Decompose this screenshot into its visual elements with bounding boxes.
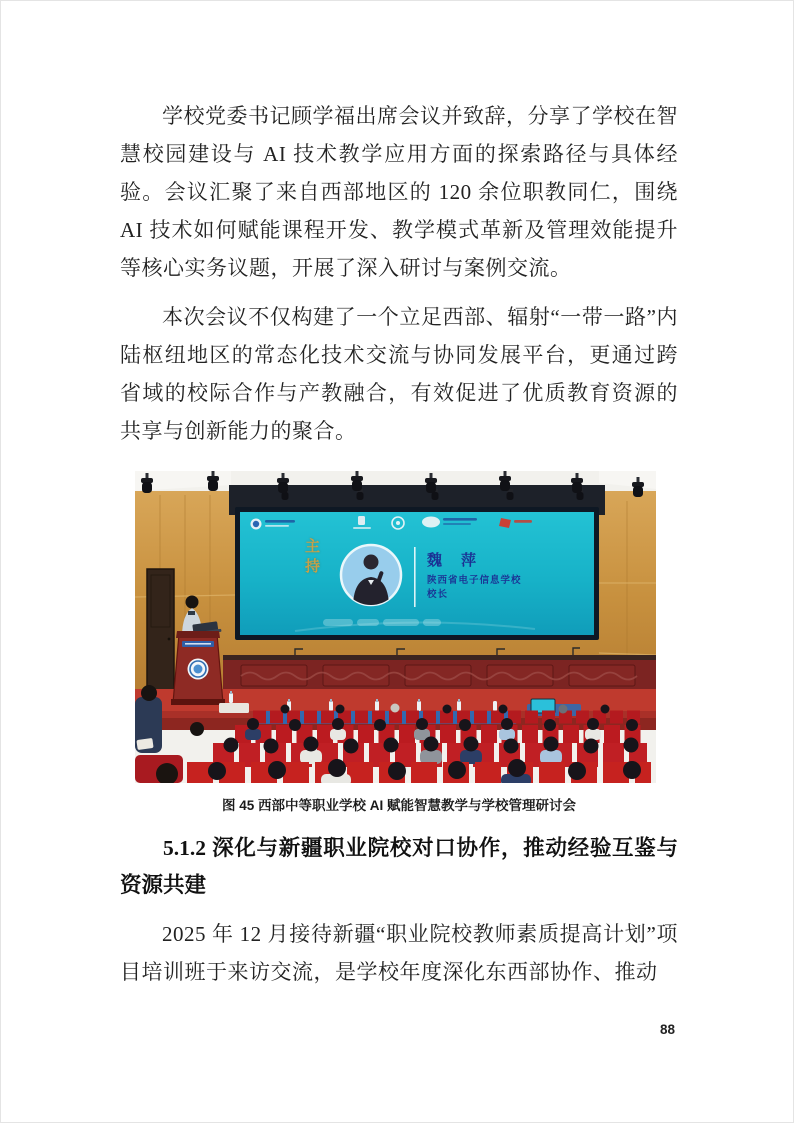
conference-photo bbox=[135, 471, 656, 783]
door bbox=[147, 569, 174, 697]
screen-host-label: 主持 bbox=[303, 538, 321, 578]
paragraph-3: 2025 年 12 月接待新疆“职业院校教师素质提高计划”项目培训班于来访交流，是学校年度深化东西部协作、推动 bbox=[120, 922, 678, 984]
paragraph-1: 学校党委书记顾学福出席会议并致辞，分享了学校在智慧校园建设与 AI 技术教学应用方面的探索路径与具体经验。会议汇聚了来自西部地区的 120 余位职教同仁，围绕 AI 技术如何赋能课程开发、教学模式革新及管理效能提升等核心实务议题，开展了深入研讨与案例交流。 bbox=[120, 104, 678, 280]
figure-caption: 图 45 西部中等职业学校 AI 赋能智慧教学与学校管理研讨会 bbox=[221, 798, 577, 813]
page-number: 88 bbox=[659, 1022, 675, 1037]
screen-speaker-name: 魏 萍 bbox=[427, 552, 479, 569]
auditorium-scene bbox=[135, 471, 656, 783]
screen-divider bbox=[414, 547, 416, 607]
podium bbox=[171, 621, 225, 705]
speaker-avatar bbox=[341, 545, 401, 605]
section-heading: 5.1.2 深化与新疆职业院校对口协作，推动经验互鉴与资源共建 bbox=[120, 836, 678, 897]
screen-speaker-title: 校长 bbox=[427, 589, 449, 600]
led-screen bbox=[235, 507, 599, 640]
auditorium-illustration bbox=[135, 471, 656, 783]
audience-seats bbox=[187, 704, 651, 784]
paragraph-2: 本次会议不仅构建了一个立足西部、辐射“一带一路”内陆枢纽地区的常态化技术交流与协同发展平台，更通过跨省域的校际合作与产教融合，有效促进了优质教育资源的共享与创新能力的聚合。 bbox=[120, 305, 678, 443]
screen-speaker-org: 陕西省电子信息学校 bbox=[427, 575, 522, 586]
